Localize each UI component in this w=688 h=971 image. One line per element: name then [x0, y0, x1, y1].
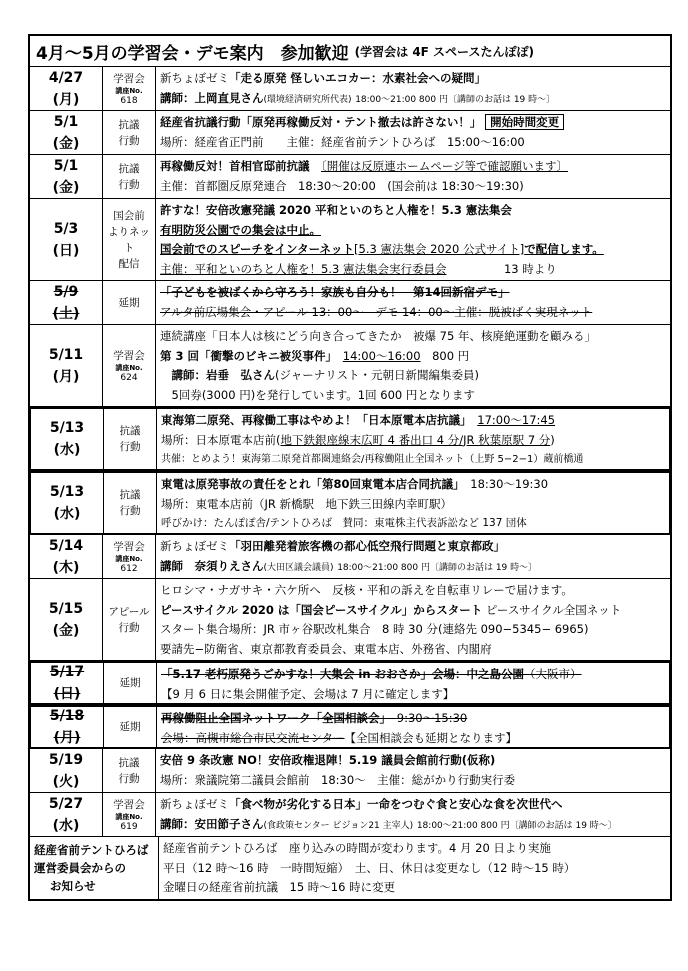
event-details: 東電は原発事故の責任をとれ「第80回東電本店合同抗議」 18:30～19:30 場所：東電本店前（JR 新橋駅 地下鉄三田線内幸町駅） 呼びかけ：たんぽぽ舎/テントひろば 賛同：東電株主代表訴訟など 137 団体 — [161, 477, 549, 529]
event-row — [29, 407, 671, 471]
event-details: 連続講座「日本人は核にどう向き合ってきたか 被爆 75 年、核廃絶運動を顧みる」 第 3 回「衝撃のビキニ被災事件」 14:00～16:00 800 円 講師：岩垂 弘さん(ジャーナリスト・元朝日新聞編集委員) 5回券(3000 円)を発行しています。1回 600 円となります — [160, 329, 596, 402]
event-row — [30, 793, 670, 837]
notice-details: 経産省前テントひろば 座り込みの時間が変わります。4 月 20 日より実施 平日（12 時～16 時 一時間短縮） 土、日、休日は変更なし（12 時～15 時） 金曜日の経産省前抗議 15 時～16 時に変更 — [163, 841, 576, 894]
event-category: 抗議 行動 — [103, 155, 156, 198]
event-category: 抗議 行動 — [103, 111, 156, 154]
event-date: 5/3 (日) — [30, 199, 103, 280]
event-category: 延期 — [103, 281, 156, 324]
event-category: 抗議 行動 — [103, 749, 156, 792]
notice-row — [30, 837, 670, 899]
event-category: 学習会 講座No. 618 — [103, 67, 156, 110]
event-category: 学習会 講座No. 619 — [103, 793, 156, 836]
event-details: 「5.17 老朽原発うごかすな！大集会 in おおさか」会場：中之島公園（大阪市） 【9 月 6 日に集会開催予定、会場は 7 月に確定します】 — [161, 667, 582, 701]
event-details: 再稼働反対！首相官邸前抗議 〔開催は反原連ホームページ等で確認願います〕 主催：首都圏反原発連合 18:30～20:00 (国会前は 18:30～19:30) — [160, 159, 569, 193]
event-details: 新ちょぼゼミ「走る原発 怪しいエコカー：水素社会への疑問」 講師：上岡直見さん(環境経済研究所代表) 18:00～21:00 800 円〔講師のお話は 19 時～〕 — [160, 71, 556, 105]
event-date: 5/15 (金) — [30, 579, 103, 660]
event-date: 5/18 (月) — [31, 707, 104, 747]
event-row — [29, 471, 671, 535]
time-change-badge: 開始時間変更 — [485, 114, 564, 130]
event-date: 5/19 (火) — [30, 749, 103, 792]
title-text: 4月～5月の学習会・デモ案内 参加歓迎 — [36, 43, 349, 64]
event-date: 5/27 (水) — [30, 793, 103, 836]
event-category: 延期 — [104, 707, 157, 747]
event-category: 学習会 講座No. 612 — [103, 535, 156, 578]
event-row — [30, 111, 670, 155]
event-date: 5/13 (水) — [31, 473, 104, 533]
title-subtitle: (学習会は 4F スペースたんぽぽ) — [354, 44, 534, 59]
page-title — [30, 36, 670, 67]
event-details: 新ちょぼゼミ「食べ物が劣化する日本」一命をつむぐ食と安心な食を次世代へ 講師：安田節子さん(食政策センター ビジョン21 主宰人) 18:00～21:00 800 円〔講師のお話は 19 時～〕 — [160, 797, 617, 831]
event-category: 学習会 講座No. 624 — [103, 325, 156, 406]
event-details: 安倍 9 条改憲 NO！安倍政権退陣！5.19 議員会館前行動(仮称) 場所：衆議院第二議員会館前 18:30～ 主催：総がかり行動実行委 — [160, 753, 516, 787]
event-details: 再稼働阻止全国ネットワーク「全国相談会」 9:30～15:30 会場：高槻市総合市民交流センター【全国相談会も延期となります】 — [161, 711, 518, 745]
event-date: 4/27 (月) — [30, 67, 103, 110]
event-row — [30, 281, 670, 325]
event-details: 許すな！安倍改憲発議 2020 平和といのちと人権を！5.3 憲法集会 有明防災公園での集会は中止。 国会前でのスピーチをインターネット[5.3 憲法集会 2020 公式サイト]で配信します。 主催：平和といのちと人権を！5.3 憲法集会実行委員会 13 時より — [160, 203, 604, 276]
event-category: 延期 — [104, 663, 157, 703]
event-details: 東海第二原発、再稼働工事はやめよ！「日本原電本店抗議」 17:00～17:45 場所：日本原電本店前(地下鉄銀座線末広町 4 番出口 4 分/JR 秋葉原駅 7 分) 共催：とめよう！東海第二原発首都圏連絡会/再稼働阻止全国ネット（上野 5−2−1）蔵前橋通 — [161, 413, 584, 465]
event-category: アピール 行動 — [103, 579, 156, 660]
event-category: 抗議 行動 — [104, 473, 157, 533]
event-details: 新ちょぼゼミ「羽田離発着旅客機の都心低空飛行問題と東京都政」 講師 奈須りえさん(大田区議会議員) 18:00～21:00 800 円〔講師のお話は 19 時～〕 — [160, 539, 538, 573]
event-row — [30, 579, 670, 661]
event-row — [30, 325, 670, 407]
event-details: ヒロシマ・ナガサキ・六ケ所へ 反核・平和の訴えを自転車リレーで届けます。 ピースサイクル 2020 は「国会ピースサイクル」からスタート ピースサイクル全国ネット スタート集合場所：JR 市ヶ谷駅改札集合 8 時 30 分(連絡先 090−5345− 6965) 要請先−防衛省、東京都教育委員会、東電本店、外務省、内閣府 — [160, 583, 622, 656]
event-row — [30, 535, 670, 579]
event-category: 抗議 行動 — [104, 409, 157, 469]
event-date: 5/1 (金) — [30, 155, 103, 198]
event-date: 5/1 (金) — [30, 111, 103, 154]
event-date: 5/14 (木) — [30, 535, 103, 578]
event-details: 「子どもを被ばくから守ろう！家族も自分も！ 第14回新宿デモ」 アルタ前広場集会・アピール 13：00～ デモ 14：00～主催：脱被ばく実現ネット — [160, 285, 593, 319]
event-date: 5/13 (水) — [31, 409, 104, 469]
event-date: 5/9 (土) — [30, 281, 103, 324]
event-date: 5/17 (日) — [31, 663, 104, 703]
notice-label: 経産省前テントひろば 運営委員会からの お知らせ — [30, 837, 159, 899]
event-category: 国会前 よりネット 配信 — [103, 199, 156, 280]
event-sheet — [28, 34, 672, 901]
event-row — [29, 661, 671, 705]
event-details: 経産省抗議行動「原発再稼働反対・テント撤去は許さない！」 開始時間変更 場所：経産省正門前 主催：経産省前テントひろば 15:00～16:00 — [156, 111, 670, 154]
event-row — [30, 199, 670, 281]
event-row — [30, 155, 670, 199]
event-row — [30, 67, 670, 111]
event-row — [30, 749, 670, 793]
event-row — [29, 705, 671, 749]
event-date: 5/11 (月) — [30, 325, 103, 406]
